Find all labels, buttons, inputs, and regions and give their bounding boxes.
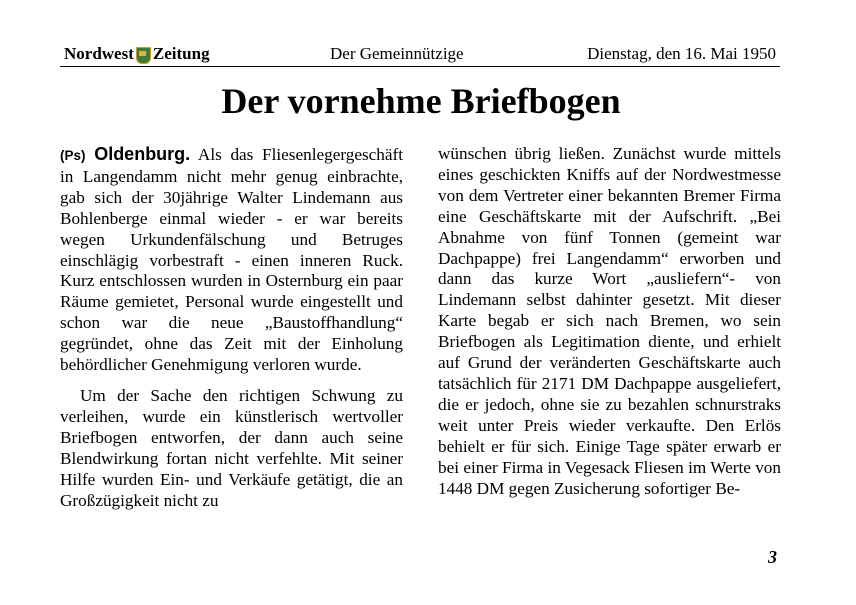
page-header (60, 44, 780, 67)
masthead-right-text: Zeitung (152, 44, 210, 63)
issue-date: Dienstag, den 16. Mai 1950 (587, 44, 776, 63)
masthead-left-text: Nordwest (64, 44, 134, 63)
page-number: 3 (768, 547, 777, 567)
section-name: Der Gemeinnützige (330, 44, 464, 63)
coat-of-arms-icon (136, 47, 151, 64)
article-paragraph-3: wünschen übrig ließen. Zunächst wurde mittels eines geschickten Kniffs auf der Nordwestmesse von dem Vertreter einer bekannten Bremer Firma eine Geschäftskarte mit der Aufschrift. „Bei Abnahme von fünf Tonnen (gemeint war Dachpappe) frei Langendamm“ erworben und dann das kurze Wort „ausliefern“- von Lindemann selbst dahinter gesetzt. Mit dieser Karte begab er sich nach Bremen, wo sein Briefbogen als Legitimation diente, und erhielt auf Grund der veränderten Geschäftskarte auch tatsächlich für 2171 DM Dachpappe ausgeliefert, die er jedoch, ohne sie zu bezahlen schnurstraks weit unter Preis wieder verkaufte. Den Erlös behielt er für sich. Einige Tage später erwarb er bei einer Firma in Vegesack Fliesen im Werte von 1448 DM gegen Zusicherung sofortiger Be- (438, 144, 781, 498)
article-paragraph-2: Um der Sache den richtigen Schwung zu verleihen, wurde ein künstlerisch wertvoller Briefbogen entworfen, der dann auch seine Blendwirkung fortan nicht verfehlte. Mit seiner Hilfe wurden Ein- und Verkäufe getätigt, die an Großzügigkeit nicht zu (60, 385, 403, 510)
article-paragraph-1 (60, 144, 403, 376)
author-abbreviation: (Ps) (60, 148, 86, 163)
article-headline: Der vornehme Briefbogen (221, 81, 621, 121)
dateline-location: Oldenburg. (94, 144, 191, 164)
newspaper-masthead (64, 44, 210, 64)
article-column-left (60, 144, 403, 511)
paragraph-1-text: Als das Fliesenlegergeschäft in Langendamm nicht mehr genug einbrachte, gab sich der 30jährige Walter Lindemann aus Bohlenberge einmal wieder - er war bereits wegen Urkundenfälschung und Betruges einschlägig vorbestraft - einen inneren Ruck. Kurz entschlossen wurden in Osternburg ein paar Räume gemietet, Personal wurde eingestellt und schon war die neue „Baustoffhandlung“ gegründet, ohne das Zeit mit der Einholung behördlicher Genehmigung verloren wurde. (60, 145, 403, 375)
article-column-right (438, 144, 781, 499)
